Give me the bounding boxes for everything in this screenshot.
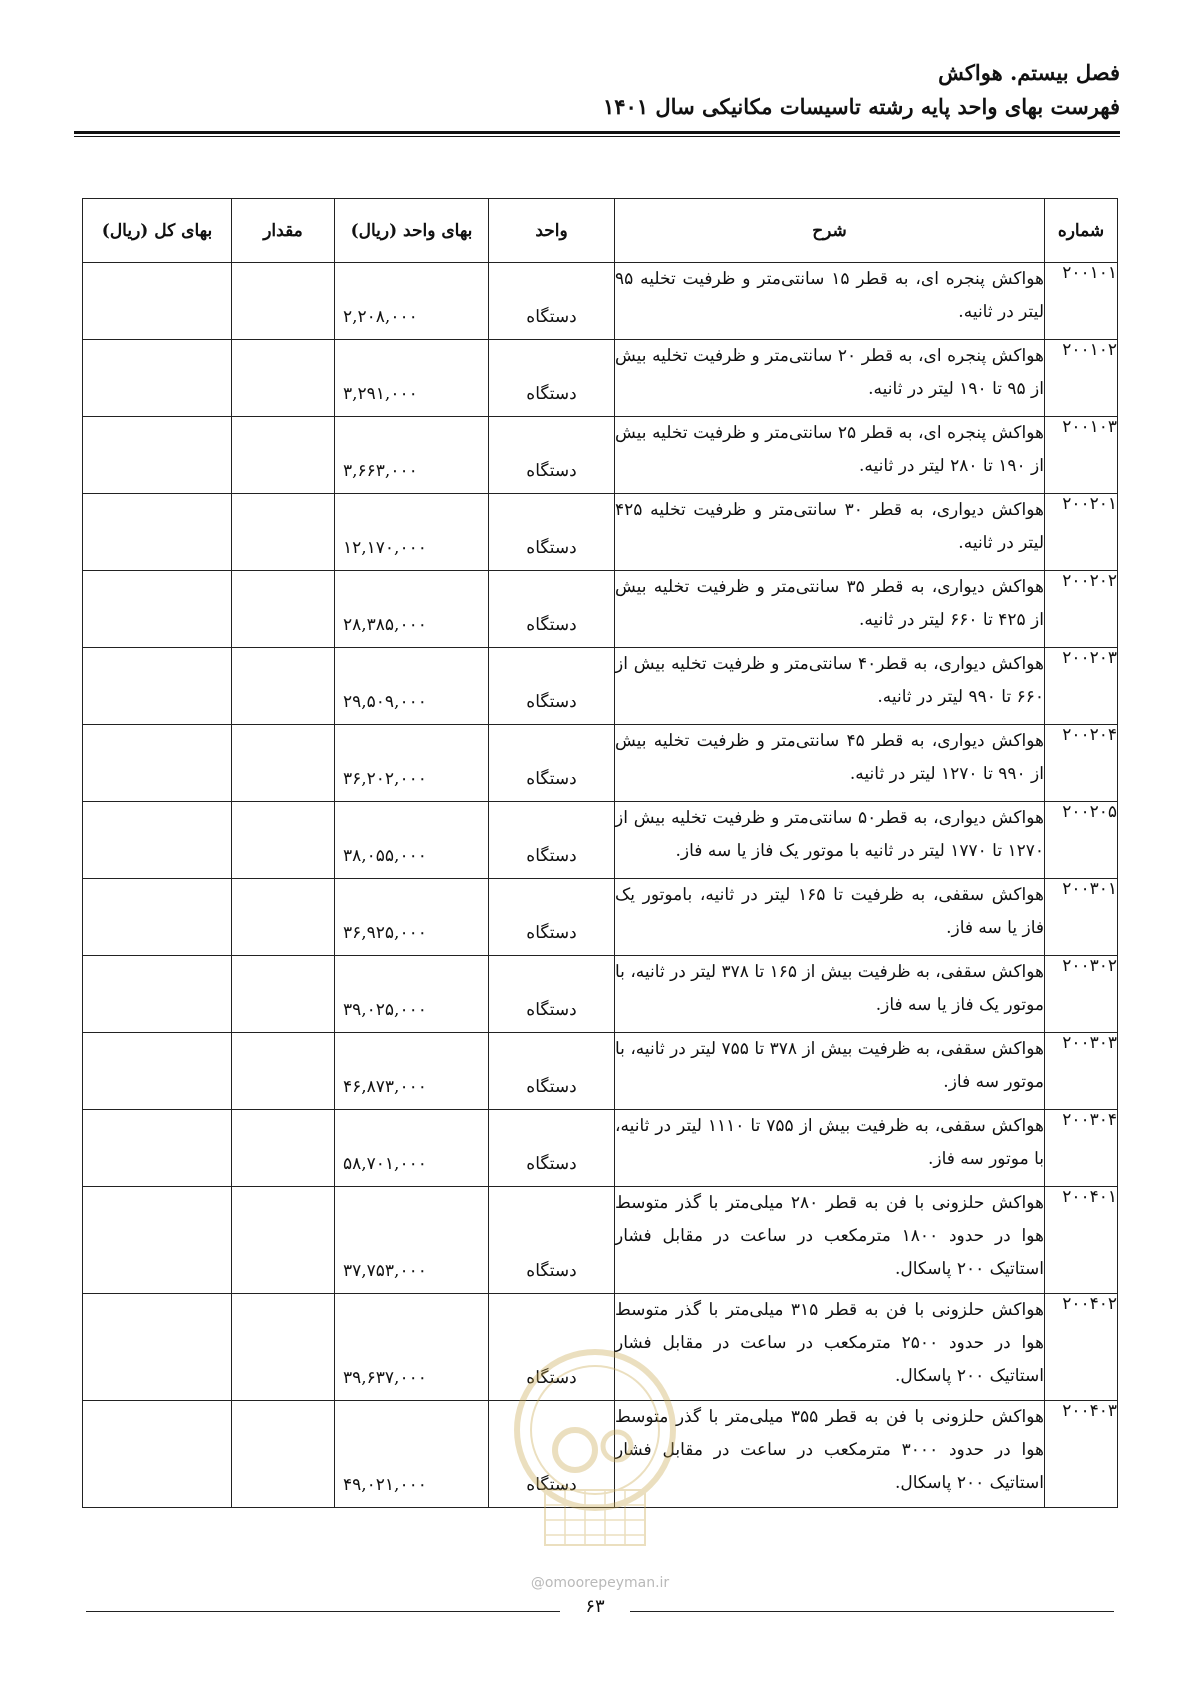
item-quantity-cell bbox=[232, 340, 335, 417]
item-quantity-cell bbox=[232, 648, 335, 725]
header-rule-thick bbox=[74, 131, 1120, 134]
table-row bbox=[83, 494, 1118, 571]
column-header-code: شماره bbox=[1045, 199, 1118, 263]
item-quantity-cell bbox=[232, 1401, 335, 1508]
item-unit: دستگاه bbox=[526, 1000, 577, 1020]
item-unit-price: ۳۷,۷۵۳,۰۰۰ bbox=[343, 1261, 427, 1281]
item-unit: دستگاه bbox=[526, 923, 577, 943]
item-unit-price-cell bbox=[335, 263, 489, 340]
item-unit-price: ۵۸,۷۰۱,۰۰۰ bbox=[343, 1154, 427, 1174]
item-total-price-cell bbox=[83, 725, 232, 802]
item-code-cell: ۲۰۰۲۰۲ bbox=[1045, 571, 1118, 648]
item-quantity-cell bbox=[232, 956, 335, 1033]
column-header-quantity: مقدار bbox=[232, 199, 335, 263]
item-unit-price-cell bbox=[335, 802, 489, 879]
item-code-cell: ۲۰۰۳۰۲ bbox=[1045, 956, 1118, 1033]
item-unit-price-cell bbox=[335, 1294, 489, 1401]
item-unit-price-cell bbox=[335, 1401, 489, 1508]
item-code-cell: ۲۰۰۴۰۳ bbox=[1045, 1401, 1118, 1508]
item-total-price-cell bbox=[83, 648, 232, 725]
item-code-cell: ۲۰۰۲۰۱ bbox=[1045, 494, 1118, 571]
item-code-cell: ۲۰۰۳۰۱ bbox=[1045, 879, 1118, 956]
item-description-cell: هواکش سقفی، به ظرفیت بیش از ۳۷۸ تا ۷۵۵ لیتر در ثانیه، با موتور سه فاز. bbox=[615, 1033, 1045, 1110]
item-quantity-cell bbox=[232, 263, 335, 340]
item-total-price-cell bbox=[83, 1401, 232, 1508]
item-total-price-cell bbox=[83, 263, 232, 340]
item-unit-price-cell bbox=[335, 1110, 489, 1187]
item-unit-price: ۳,۲۹۱,۰۰۰ bbox=[343, 384, 418, 404]
item-unit: دستگاه bbox=[526, 384, 577, 404]
item-unit-price-cell bbox=[335, 725, 489, 802]
item-unit-cell bbox=[489, 648, 615, 725]
item-unit-price-cell bbox=[335, 417, 489, 494]
item-unit-price: ۳,۶۶۳,۰۰۰ bbox=[343, 461, 418, 481]
item-total-price-cell bbox=[83, 1294, 232, 1401]
item-unit-price: ۳۹,۶۳۷,۰۰۰ bbox=[343, 1368, 427, 1388]
table-row bbox=[83, 263, 1118, 340]
watermark-stamp bbox=[505, 1340, 685, 1560]
item-unit-price-cell bbox=[335, 1033, 489, 1110]
item-code-cell: ۲۰۰۲۰۴ bbox=[1045, 725, 1118, 802]
item-unit: دستگاه bbox=[526, 1261, 577, 1281]
table-row bbox=[83, 879, 1118, 956]
item-code-cell: ۲۰۰۱۰۳ bbox=[1045, 417, 1118, 494]
table-row bbox=[83, 1033, 1118, 1110]
table-row bbox=[83, 1187, 1118, 1294]
website-watermark: @omoorepeyman.ir bbox=[530, 1575, 670, 1591]
item-unit: دستگاه bbox=[526, 769, 577, 789]
document-subtitle: فهرست بهای واحد پایه رشته تاسیسات مکانیکی سال ۱۴۰۱ bbox=[602, 94, 1120, 119]
item-unit: دستگاه bbox=[526, 307, 577, 327]
item-quantity-cell bbox=[232, 1187, 335, 1294]
item-description-cell: هواکش حلزونی با فن به قطر ۲۸۰ میلی‌متر با گذر متوسط هوا در حدود ۱۸۰۰ مترمکعب در ساعت در مقابل فشار استاتیک ۲۰۰ پاسکال. bbox=[615, 1187, 1045, 1294]
table-header-row bbox=[83, 199, 1118, 263]
column-header-unit-price: بهای واحد (ریال) bbox=[335, 199, 489, 263]
page-header bbox=[74, 58, 1120, 122]
item-quantity-cell bbox=[232, 802, 335, 879]
table-row bbox=[83, 571, 1118, 648]
item-quantity-cell bbox=[232, 1294, 335, 1401]
item-quantity-cell bbox=[232, 494, 335, 571]
item-total-price-cell bbox=[83, 802, 232, 879]
table-row bbox=[83, 340, 1118, 417]
item-unit-cell bbox=[489, 879, 615, 956]
column-header-description: شرح bbox=[615, 199, 1045, 263]
item-total-price-cell bbox=[83, 571, 232, 648]
item-unit-price: ۲۸,۳۸۵,۰۰۰ bbox=[343, 615, 427, 635]
item-total-price-cell bbox=[83, 1187, 232, 1294]
item-total-price-cell bbox=[83, 1033, 232, 1110]
item-code-cell: ۲۰۰۱۰۲ bbox=[1045, 340, 1118, 417]
item-code-cell: ۲۰۰۴۰۱ bbox=[1045, 1187, 1118, 1294]
item-description-cell: هواکش دیواری، به قطر ۳۵ سانتی‌متر و ظرفیت تخلیه بیش از ۴۲۵ تا ۶۶۰ لیتر در ثانیه. bbox=[615, 571, 1045, 648]
item-quantity-cell bbox=[232, 571, 335, 648]
table-row bbox=[83, 1110, 1118, 1187]
item-description-cell: هواکش حلزونی با فن به قطر ۳۵۵ میلی‌متر با گذر متوسط هوا در حدود ۳۰۰۰ مترمکعب در ساعت در مقابل فشار استاتیک ۲۰۰ پاسکال. bbox=[615, 1401, 1045, 1508]
item-unit-price: ۳۶,۹۲۵,۰۰۰ bbox=[343, 923, 427, 943]
item-unit-price-cell bbox=[335, 648, 489, 725]
item-unit: دستگاه bbox=[526, 461, 577, 481]
item-unit-price-cell bbox=[335, 571, 489, 648]
item-code-cell: ۲۰۰۲۰۵ bbox=[1045, 802, 1118, 879]
item-unit-price: ۱۲,۱۷۰,۰۰۰ bbox=[343, 538, 427, 558]
item-unit: دستگاه bbox=[526, 538, 577, 558]
item-description-cell: هواکش دیواری، به قطر۵۰ سانتی‌متر و ظرفیت تخلیه بیش از ۱۲۷۰ تا ۱۷۷۰ لیتر در ثانیه با موتور یک فاز یا سه فاز. bbox=[615, 802, 1045, 879]
item-unit-price: ۳۸,۰۵۵,۰۰۰ bbox=[343, 846, 427, 866]
column-header-total-price: بهای کل (ریال) bbox=[83, 199, 232, 263]
table-row bbox=[83, 725, 1118, 802]
item-unit: دستگاه bbox=[526, 615, 577, 635]
table-body bbox=[83, 263, 1118, 1508]
price-table bbox=[82, 198, 1118, 1508]
item-unit-cell bbox=[489, 956, 615, 1033]
table-row bbox=[83, 956, 1118, 1033]
item-unit-price-cell bbox=[335, 340, 489, 417]
chapter-title: فصل بیستم. هواکش bbox=[938, 60, 1120, 85]
page-number: ۶۳ bbox=[560, 1596, 630, 1617]
table-row bbox=[83, 417, 1118, 494]
item-total-price-cell bbox=[83, 417, 232, 494]
item-unit-price: ۴۶,۸۷۳,۰۰۰ bbox=[343, 1077, 427, 1097]
item-quantity-cell bbox=[232, 1033, 335, 1110]
table-row bbox=[83, 648, 1118, 725]
item-code-cell: ۲۰۰۳۰۳ bbox=[1045, 1033, 1118, 1110]
item-unit-cell bbox=[489, 1187, 615, 1294]
item-total-price-cell bbox=[83, 879, 232, 956]
item-quantity-cell bbox=[232, 1110, 335, 1187]
item-unit-price: ۲,۲۰۸,۰۰۰ bbox=[343, 307, 418, 327]
item-code-cell: ۲۰۰۳۰۴ bbox=[1045, 1110, 1118, 1187]
item-unit: دستگاه bbox=[526, 1154, 577, 1174]
item-description-cell: هواکش دیواری، به قطر ۳۰ سانتی‌متر و ظرفیت تخلیه ۴۲۵ لیتر در ثانیه. bbox=[615, 494, 1045, 571]
item-unit-cell bbox=[489, 1033, 615, 1110]
item-unit-price-cell bbox=[335, 494, 489, 571]
item-description-cell: هواکش حلزونی با فن به قطر ۳۱۵ میلی‌متر با گذر متوسط هوا در حدود ۲۵۰۰ مترمکعب در ساعت در مقابل فشار استاتیک ۲۰۰ پاسکال. bbox=[615, 1294, 1045, 1401]
item-unit: دستگاه bbox=[526, 1368, 577, 1388]
item-unit-cell bbox=[489, 725, 615, 802]
item-code-cell: ۲۰۰۴۰۲ bbox=[1045, 1294, 1118, 1401]
item-unit-cell bbox=[489, 340, 615, 417]
item-unit-cell bbox=[489, 802, 615, 879]
item-description-cell: هواکش دیواری، به قطر ۴۵ سانتی‌متر و ظرفیت تخلیه بیش از ۹۹۰ تا ۱۲۷۰ لیتر در ثانیه. bbox=[615, 725, 1045, 802]
item-unit: دستگاه bbox=[526, 692, 577, 712]
item-quantity-cell bbox=[232, 725, 335, 802]
item-unit-cell bbox=[489, 571, 615, 648]
item-description-cell: هواکش پنجره ای، به قطر ۲۰ سانتی‌متر و ظرفیت تخلیه بیش از ۹۵ تا ۱۹۰ لیتر در ثانیه. bbox=[615, 340, 1045, 417]
item-description-cell: هواکش سقفی، به ظرفیت بیش از ۷۵۵ تا ۱۱۱۰ لیتر در ثانیه، با موتور سه فاز. bbox=[615, 1110, 1045, 1187]
item-description-cell: هواکش پنجره ای، به قطر ۱۵ سانتی‌متر و ظرفیت تخلیه ۹۵ لیتر در ثانیه. bbox=[615, 263, 1045, 340]
item-unit-cell bbox=[489, 417, 615, 494]
item-description-cell: هواکش پنجره ای، به قطر ۲۵ سانتی‌متر و ظرفیت تخلیه بیش از ۱۹۰ تا ۲۸۰ لیتر در ثانیه. bbox=[615, 417, 1045, 494]
item-unit-price: ۲۹,۵۰۹,۰۰۰ bbox=[343, 692, 427, 712]
item-unit-price-cell bbox=[335, 956, 489, 1033]
item-description-cell: هواکش سقفی، به ظرفیت بیش از ۱۶۵ تا ۳۷۸ لیتر در ثانیه، با موتور یک فاز یا سه فاز. bbox=[615, 956, 1045, 1033]
item-unit-cell bbox=[489, 1110, 615, 1187]
item-total-price-cell bbox=[83, 494, 232, 571]
column-header-unit: واحد bbox=[489, 199, 615, 263]
item-unit-price: ۳۹,۰۲۵,۰۰۰ bbox=[343, 1000, 427, 1020]
item-quantity-cell bbox=[232, 417, 335, 494]
item-unit-cell bbox=[489, 263, 615, 340]
item-description-cell: هواکش سقفی، به ظرفیت تا ۱۶۵ لیتر در ثانیه، باموتور یک فاز یا سه فاز. bbox=[615, 879, 1045, 956]
header-rule-thin bbox=[74, 136, 1120, 137]
item-code-cell: ۲۰۰۲۰۳ bbox=[1045, 648, 1118, 725]
table-row bbox=[83, 802, 1118, 879]
item-unit: دستگاه bbox=[526, 1475, 577, 1495]
item-total-price-cell bbox=[83, 1110, 232, 1187]
item-description-cell: هواکش دیواری، به قطر۴۰ سانتی‌متر و ظرفیت تخلیه بیش از ۶۶۰ تا ۹۹۰ لیتر در ثانیه. bbox=[615, 648, 1045, 725]
item-quantity-cell bbox=[232, 879, 335, 956]
item-code-cell: ۲۰۰۱۰۱ bbox=[1045, 263, 1118, 340]
item-unit: دستگاه bbox=[526, 1077, 577, 1097]
item-unit-price: ۳۶,۲۰۲,۰۰۰ bbox=[343, 769, 427, 789]
item-unit-price-cell bbox=[335, 1187, 489, 1294]
item-unit: دستگاه bbox=[526, 846, 577, 866]
item-total-price-cell bbox=[83, 340, 232, 417]
item-unit-price-cell bbox=[335, 879, 489, 956]
item-unit-cell bbox=[489, 494, 615, 571]
item-total-price-cell bbox=[83, 956, 232, 1033]
item-unit-price: ۴۹,۰۲۱,۰۰۰ bbox=[343, 1475, 427, 1495]
